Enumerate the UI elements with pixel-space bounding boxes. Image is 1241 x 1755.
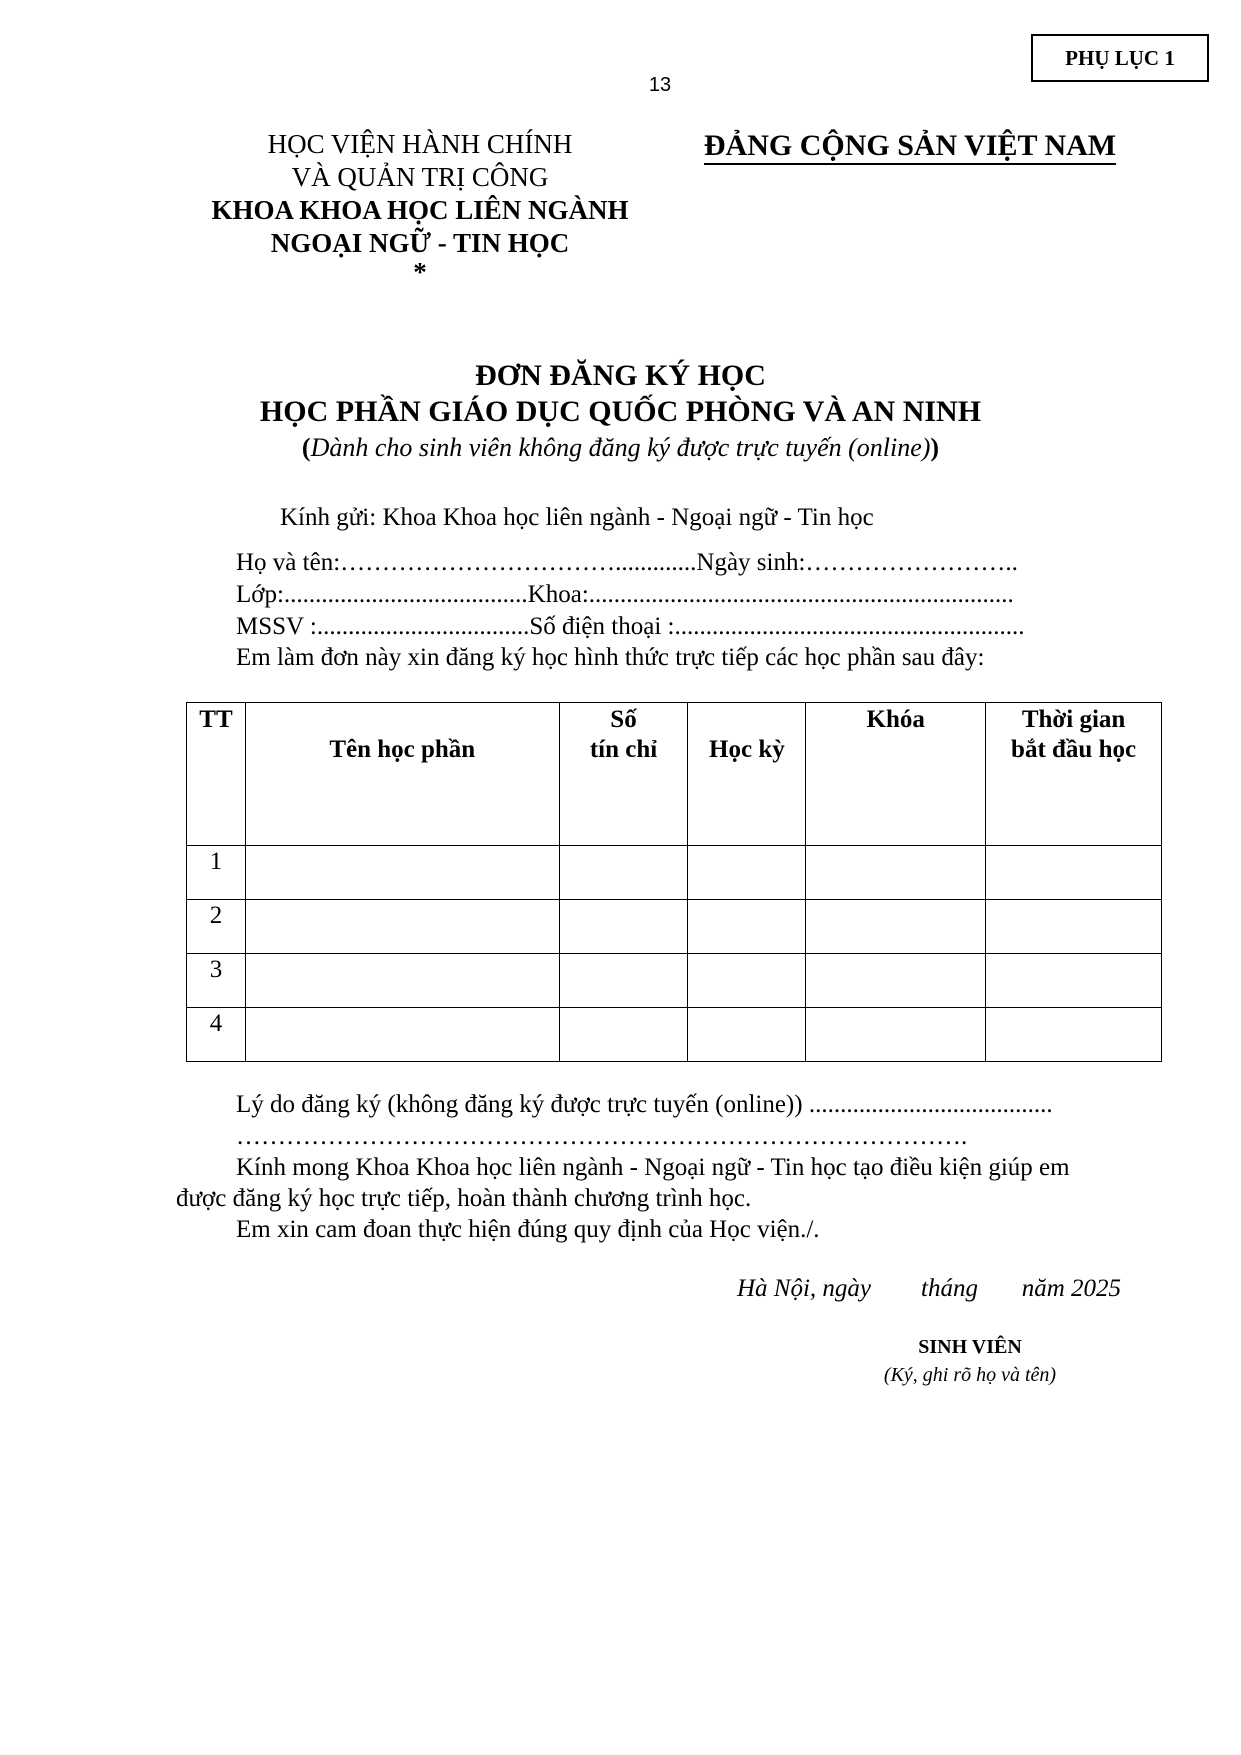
class-faculty-field[interactable]: Lớp:.......................................Khoa:.................................................................... bbox=[236, 581, 1014, 608]
page-number: 13 bbox=[648, 74, 672, 96]
semester-cell[interactable] bbox=[688, 954, 806, 1008]
header-credits bbox=[559, 703, 688, 846]
table-row bbox=[187, 1008, 1162, 1062]
credits-cell[interactable] bbox=[559, 900, 688, 954]
party-title bbox=[690, 128, 1130, 164]
header-credits-line-1: Số bbox=[610, 706, 637, 733]
row-number: 4 bbox=[187, 1008, 246, 1062]
start-time-cell[interactable] bbox=[986, 900, 1162, 954]
recipient-line: Kính gửi: Khoa Khoa học liên ngành - Ngoại ngữ - Tin học bbox=[280, 504, 874, 531]
header-start-line-2: bắt đầu học bbox=[1011, 736, 1137, 763]
credits-cell[interactable] bbox=[559, 846, 688, 900]
start-time-cell[interactable] bbox=[986, 1008, 1162, 1062]
header-start-time bbox=[986, 703, 1162, 846]
commitment-line: Em xin cam đoan thực hiện đúng quy định của Học viện./. bbox=[236, 1216, 820, 1243]
course-name-cell[interactable] bbox=[245, 954, 559, 1008]
organization-header bbox=[170, 128, 670, 287]
reason-field[interactable]: Lý do đăng ký (không đăng ký được trực tuyến (online)) ....................................... bbox=[236, 1091, 1053, 1118]
table-row bbox=[187, 954, 1162, 1008]
faculty-name-line-2: NGOẠI NGỮ - TIN HỌC bbox=[270, 228, 570, 258]
table-header-row bbox=[187, 703, 1162, 846]
cohort-cell[interactable] bbox=[806, 900, 986, 954]
row-number: 1 bbox=[187, 846, 246, 900]
course-name-cell[interactable] bbox=[245, 846, 559, 900]
reason-field-continuation[interactable]: ……………………………………………………………………………. bbox=[236, 1123, 968, 1150]
course-name-cell[interactable] bbox=[245, 900, 559, 954]
faculty-name-line-1: KHOA KHOA HỌC LIÊN NGÀNH bbox=[211, 195, 629, 225]
appendix-label: PHỤ LỤC 1 bbox=[1031, 34, 1209, 82]
form-title-line-1: ĐƠN ĐĂNG KÝ HỌC bbox=[475, 359, 766, 392]
header-credits-line-2: tín chỉ bbox=[589, 736, 658, 763]
request-line: Em làm đơn này xin đăng ký học hình thức trực tiếp các học phần sau đây: bbox=[236, 644, 985, 671]
credits-cell[interactable] bbox=[559, 954, 688, 1008]
semester-cell[interactable] bbox=[688, 1008, 806, 1062]
table-row bbox=[187, 846, 1162, 900]
cohort-cell[interactable] bbox=[806, 954, 986, 1008]
course-registration-table bbox=[186, 702, 1162, 1062]
header-course-name-text: Tên học phần bbox=[329, 736, 476, 763]
signer-note: (Ký, ghi rõ họ và tên) bbox=[883, 1364, 1057, 1386]
start-time-cell[interactable] bbox=[986, 846, 1162, 900]
org-name-line-2: VÀ QUẢN TRỊ CÔNG bbox=[291, 162, 549, 192]
row-number: 2 bbox=[187, 900, 246, 954]
semester-cell[interactable] bbox=[688, 900, 806, 954]
date-line: Hà Nội, ngày tháng năm 2025 bbox=[737, 1275, 1122, 1302]
semester-cell[interactable] bbox=[688, 846, 806, 900]
subtitle-text: Dành cho sinh viên không đăng ký được trực tuyến (online) bbox=[310, 433, 931, 462]
cohort-cell[interactable] bbox=[806, 1008, 986, 1062]
credits-cell[interactable] bbox=[559, 1008, 688, 1062]
start-time-cell[interactable] bbox=[986, 954, 1162, 1008]
header-start-line-1: Thời gian bbox=[1021, 706, 1126, 733]
row-number: 3 bbox=[187, 954, 246, 1008]
cohort-cell[interactable] bbox=[806, 846, 986, 900]
header-cohort: Khóa bbox=[806, 703, 986, 846]
form-title bbox=[0, 358, 1241, 430]
header-semester bbox=[688, 703, 806, 846]
org-name-line-1: HỌC VIỆN HÀNH CHÍNH bbox=[267, 129, 573, 159]
name-dob-field[interactable]: Họ và tên:…………………………….............Ngày sinh:…………………….. bbox=[236, 549, 1018, 576]
header-star: * bbox=[413, 257, 427, 287]
header-tt: TT bbox=[187, 703, 246, 846]
subtitle-paren-close: ) bbox=[930, 433, 940, 462]
request-paragraph-line-1: Kính mong Khoa Khoa học liên ngành - Ngoại ngữ - Tin học tạo điều kiện giúp em bbox=[236, 1154, 1070, 1181]
table-row bbox=[187, 900, 1162, 954]
student-id-phone-field[interactable]: MSSV :..................................Số điện thoại :........................................................ bbox=[236, 613, 1025, 640]
course-name-cell[interactable] bbox=[245, 1008, 559, 1062]
form-subtitle bbox=[0, 432, 1241, 464]
party-title-text: ĐẢNG CỘNG SẢN VIỆT NAM bbox=[704, 129, 1116, 165]
request-paragraph-line-2: được đăng ký học trực tiếp, hoàn thành chương trình học. bbox=[176, 1185, 752, 1212]
header-semester-text: Học kỳ bbox=[709, 736, 785, 763]
form-title-line-2: HỌC PHẦN GIÁO DỤC QUỐC PHÒNG VÀ AN NINH bbox=[259, 395, 982, 428]
signer-title: SINH VIÊN bbox=[918, 1336, 1022, 1358]
header-course-name bbox=[245, 703, 559, 846]
subtitle-paren-open: ( bbox=[301, 433, 311, 462]
